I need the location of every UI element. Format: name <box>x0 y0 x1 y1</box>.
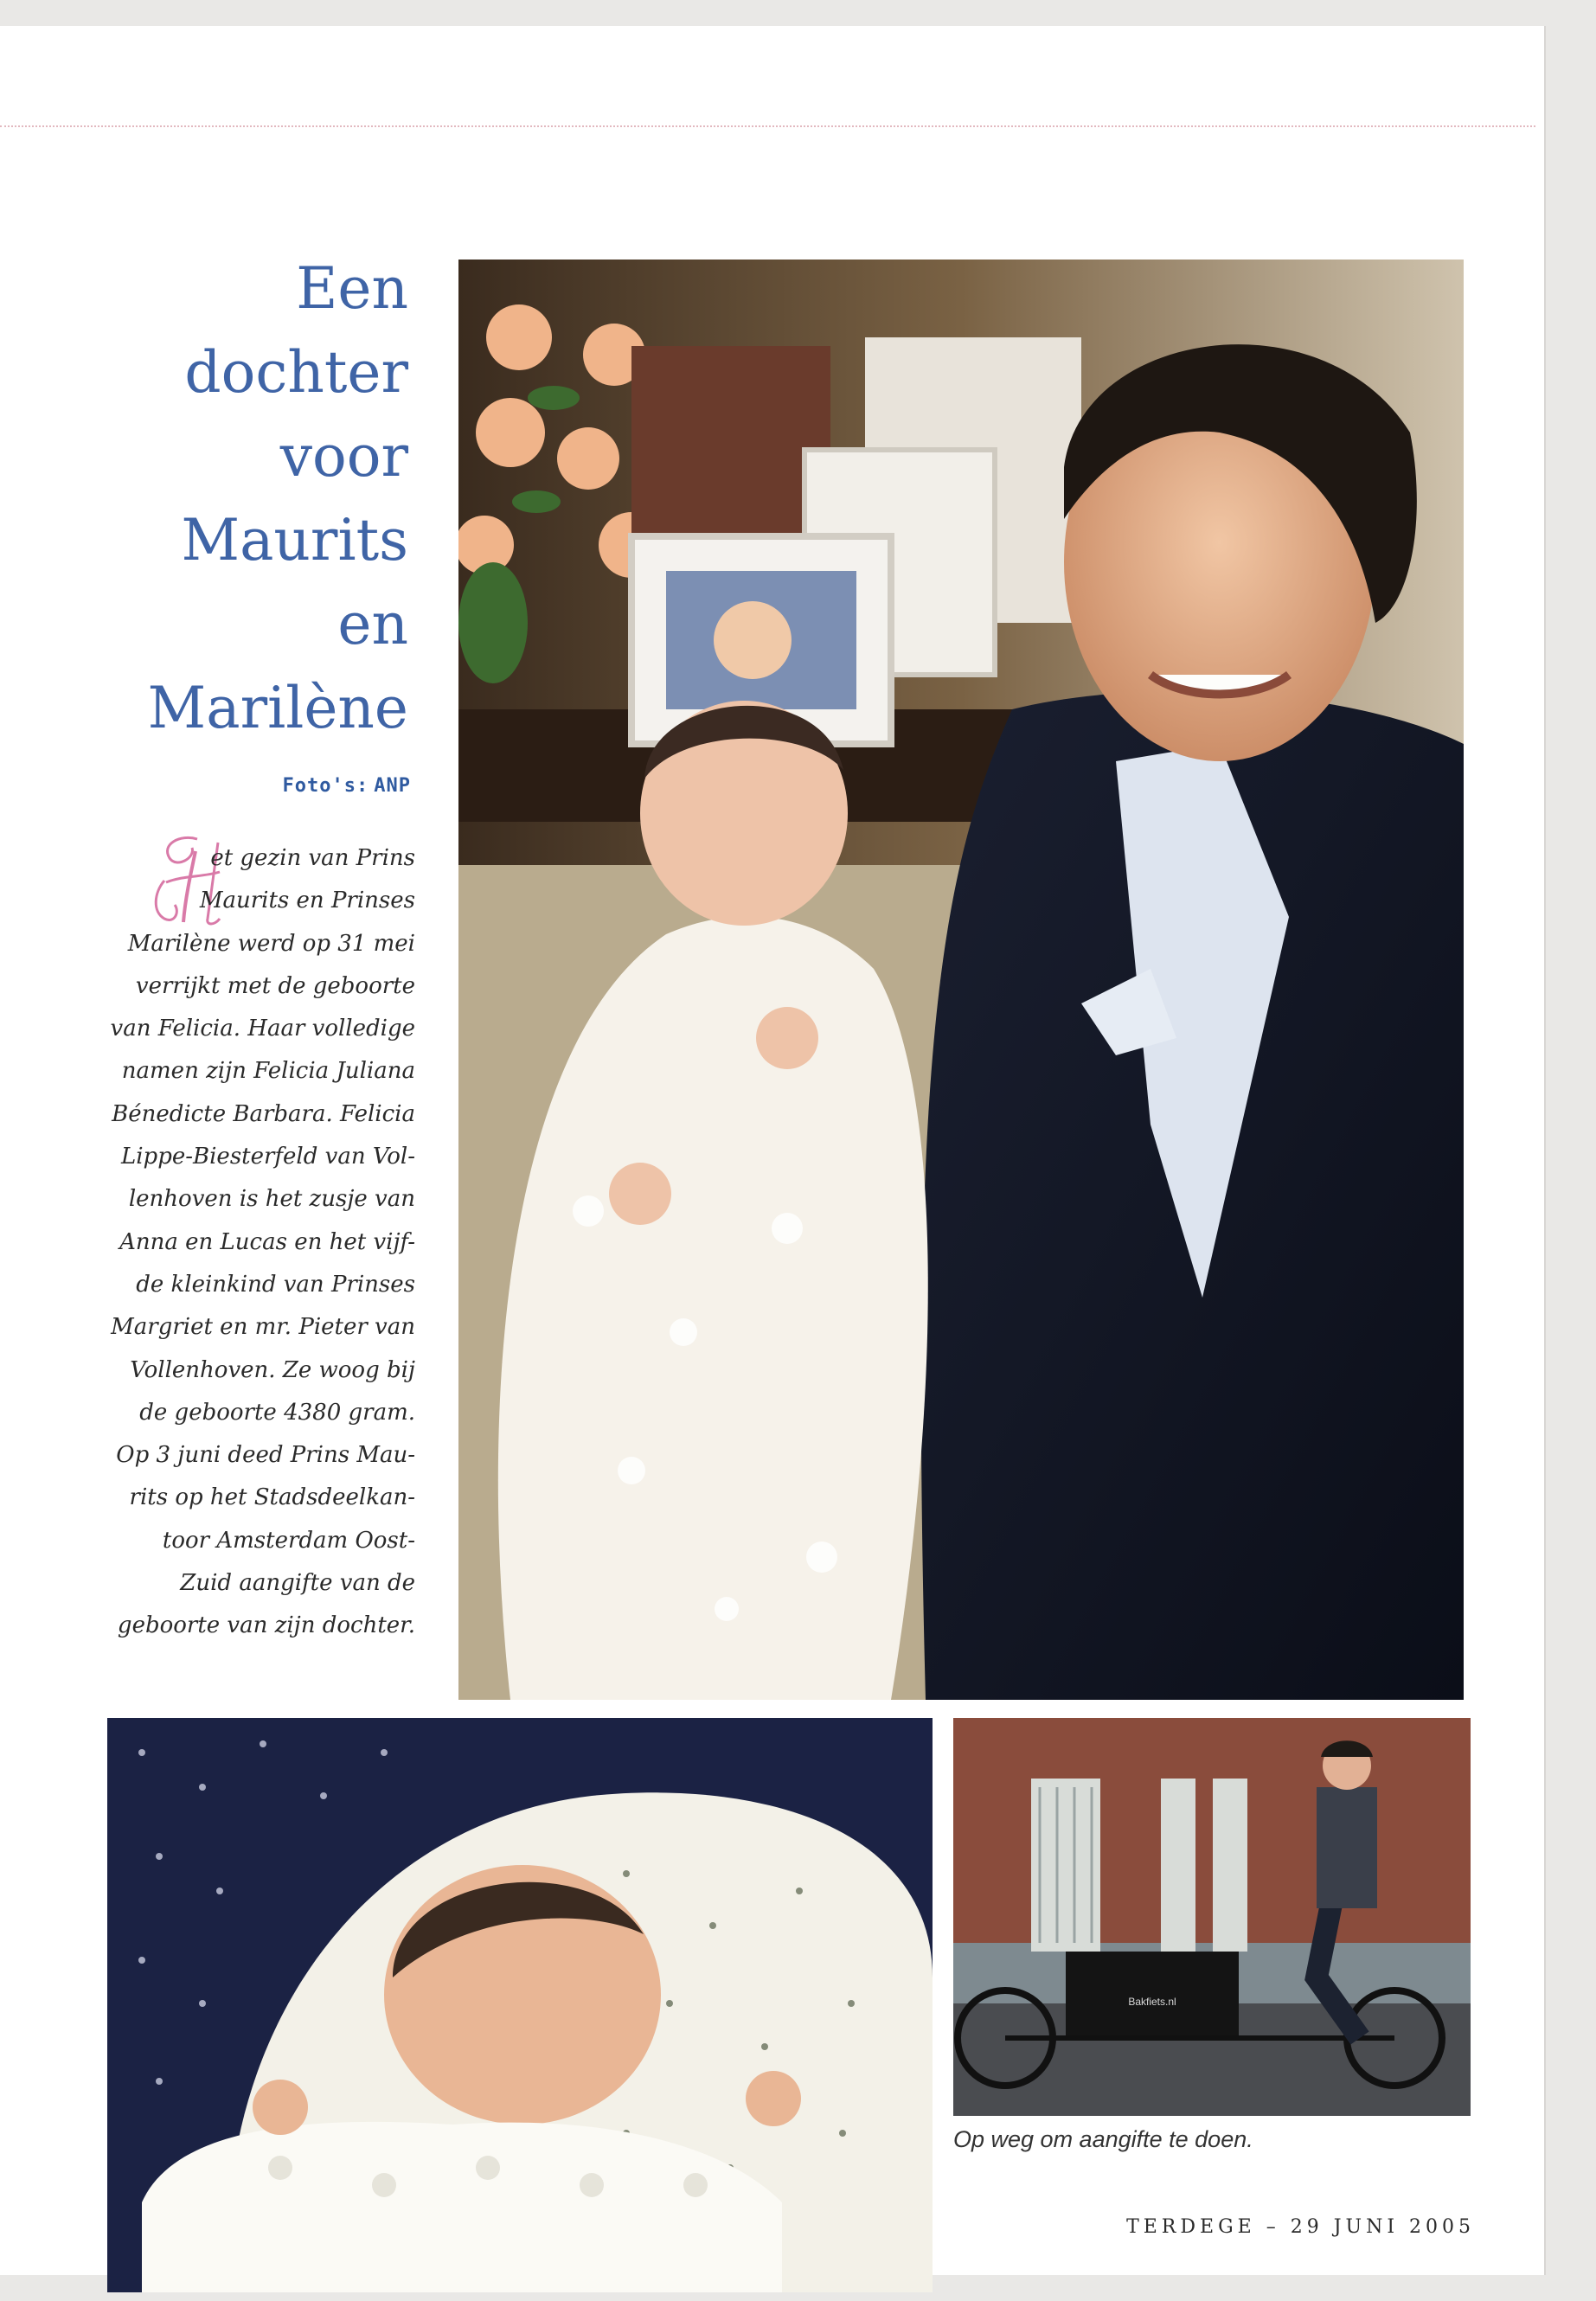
body-line: Anna en Lucas en het vijf- <box>119 1228 415 1255</box>
headline-line: dochter <box>184 339 408 406</box>
body-line: lenhoven is het zusje van <box>128 1186 415 1213</box>
body-line: geboorte van zijn dochter. <box>117 1612 415 1639</box>
footer-date: 29 JUNI 2005 <box>1290 2216 1475 2238</box>
body-line: toor Amsterdam Oost- <box>162 1527 415 1554</box>
body-line: Zuid aangifte van de <box>180 1570 415 1597</box>
body-line: Op 3 juni deed Prins Mau- <box>116 1442 415 1469</box>
body-line: et gezin van Prins <box>210 845 415 871</box>
body-line: namen zijn Felicia Juliana <box>121 1058 415 1085</box>
main-photo-father-and-baby <box>458 260 1464 1700</box>
body-line: van Felicia. Haar volledige <box>110 1016 415 1042</box>
photo-credit-value: ANP <box>374 775 411 797</box>
cargo-bike-photo <box>953 1718 1471 2116</box>
bike-box-label: Bakfiets.nl <box>1128 1996 1176 2008</box>
headline-line: Maurits <box>181 507 408 574</box>
body-line: Maurits en Prinses <box>199 888 415 914</box>
body-line: Margriet en mr. Pieter van <box>111 1314 415 1341</box>
body-line: Vollenhoven. Ze woog bij <box>130 1356 415 1383</box>
newborn-sleeping-photo <box>107 1718 933 2292</box>
body-line: de geboorte 4380 gram. <box>139 1399 415 1426</box>
article-body <box>95 837 415 1648</box>
top-divider <box>0 125 1535 127</box>
body-line: Bénedicte Barbara. Felicia <box>112 1100 415 1127</box>
photo-credit-label: Foto's: <box>282 775 369 797</box>
footer-separator: – <box>1266 2216 1280 2238</box>
body-line: Lippe-Biesterfeld van Vol- <box>120 1144 415 1170</box>
page-footer <box>1038 2216 1475 2238</box>
body-line: verrijkt met de geboorte <box>135 972 415 999</box>
magazine-page <box>0 26 1544 2275</box>
headline-line: voor <box>279 423 408 490</box>
headline-line: en <box>337 591 408 657</box>
body-line: Marilène werd op 31 mei <box>127 930 415 957</box>
footer-publication: TERDEGE <box>1126 2216 1256 2238</box>
photo-credit <box>173 775 411 797</box>
headline-line: Een <box>296 255 408 322</box>
body-line: rits op het Stadsdeelkan- <box>129 1484 415 1511</box>
headline-line: Marilène <box>147 675 408 741</box>
photo-caption: Op weg om aangifte te doen. <box>953 2126 1253 2152</box>
body-line: de kleinkind van Prinses <box>136 1271 415 1298</box>
headline <box>69 247 408 750</box>
